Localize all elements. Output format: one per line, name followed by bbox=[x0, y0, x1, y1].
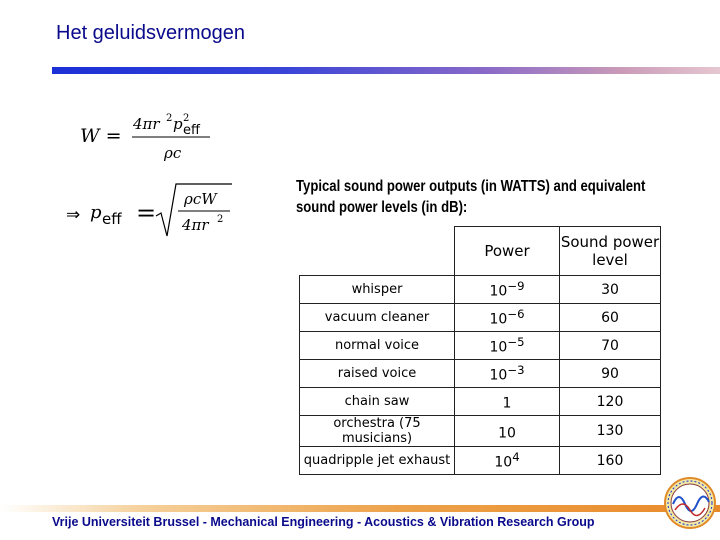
level-cell: 90 bbox=[560, 360, 661, 388]
table-row bbox=[300, 360, 661, 388]
source-cell: normal voice bbox=[300, 332, 455, 360]
table-row bbox=[300, 447, 661, 475]
title-divider-bar bbox=[52, 67, 720, 74]
header-level: Sound power level bbox=[560, 227, 661, 276]
level-cell: 130 bbox=[560, 416, 661, 447]
source-cell: whisper bbox=[300, 276, 455, 304]
level-cell: 60 bbox=[560, 304, 661, 332]
level-cell: 120 bbox=[560, 388, 661, 416]
sound-table-heading bbox=[296, 176, 657, 218]
slide-title: Het geluidsvermogen bbox=[56, 22, 245, 44]
table-row bbox=[300, 276, 661, 304]
power-cell: $10^4$ bbox=[455, 447, 560, 475]
peff-equals: = bbox=[136, 199, 157, 227]
power-cell: 10 bbox=[455, 416, 560, 447]
power-cell: 1 bbox=[455, 388, 560, 416]
sound-power-formula bbox=[80, 106, 240, 170]
peff-p: p bbox=[90, 202, 102, 223]
formula-num-p: p bbox=[173, 115, 183, 133]
power-cell: $10^{-5}$ bbox=[455, 332, 560, 360]
source-cell: orchestra (75 musicians) bbox=[300, 416, 455, 447]
header-power: Power bbox=[455, 227, 560, 276]
table-header-row bbox=[300, 227, 661, 276]
sound-heading-line2: sound power levels (in dB): bbox=[296, 199, 468, 216]
footer-text: Vrije Universiteit Brussel - Mechanical Engineering - Acoustics & Vibration Research Group bbox=[52, 515, 595, 529]
formula-num-sub: eff bbox=[183, 123, 200, 138]
power-cell: $10^{-6}$ bbox=[455, 304, 560, 332]
power-cell: $10^{-9}$ bbox=[455, 276, 560, 304]
svg-text:2: 2 bbox=[166, 113, 173, 124]
source-cell: vacuum cleaner bbox=[300, 304, 455, 332]
power-cell: $10^{-3}$ bbox=[455, 360, 560, 388]
formula-lhs: W = bbox=[80, 125, 122, 147]
level-cell: 30 bbox=[560, 276, 661, 304]
sound-heading-line1: Typical sound power outputs (in WATTS) and equivalent bbox=[296, 178, 646, 195]
table-row bbox=[300, 388, 661, 416]
svg-text:2: 2 bbox=[217, 214, 224, 225]
svg-text:2: 2 bbox=[183, 113, 190, 124]
root-den: 4πr bbox=[182, 216, 209, 234]
university-seal-logo bbox=[663, 476, 717, 530]
table-row bbox=[300, 416, 661, 447]
formula-den: ρc bbox=[164, 144, 182, 162]
level-cell: 160 bbox=[560, 447, 661, 475]
sound-power-table bbox=[299, 226, 661, 475]
source-cell: quadripple jet exhaust bbox=[300, 447, 455, 475]
source-cell: raised voice bbox=[300, 360, 455, 388]
formula-num-coef: 4πr bbox=[133, 115, 160, 133]
source-cell: chain saw bbox=[300, 388, 455, 416]
table-row bbox=[300, 304, 661, 332]
level-cell: 70 bbox=[560, 332, 661, 360]
footer-divider-bar bbox=[0, 505, 720, 512]
implies-arrow: ⇒ bbox=[66, 205, 81, 225]
table-row bbox=[300, 332, 661, 360]
effective-pressure-formula bbox=[66, 180, 246, 250]
root-num: ρcW bbox=[184, 190, 217, 208]
header-blank-cell bbox=[300, 227, 455, 276]
peff-sub: eff bbox=[102, 210, 122, 228]
